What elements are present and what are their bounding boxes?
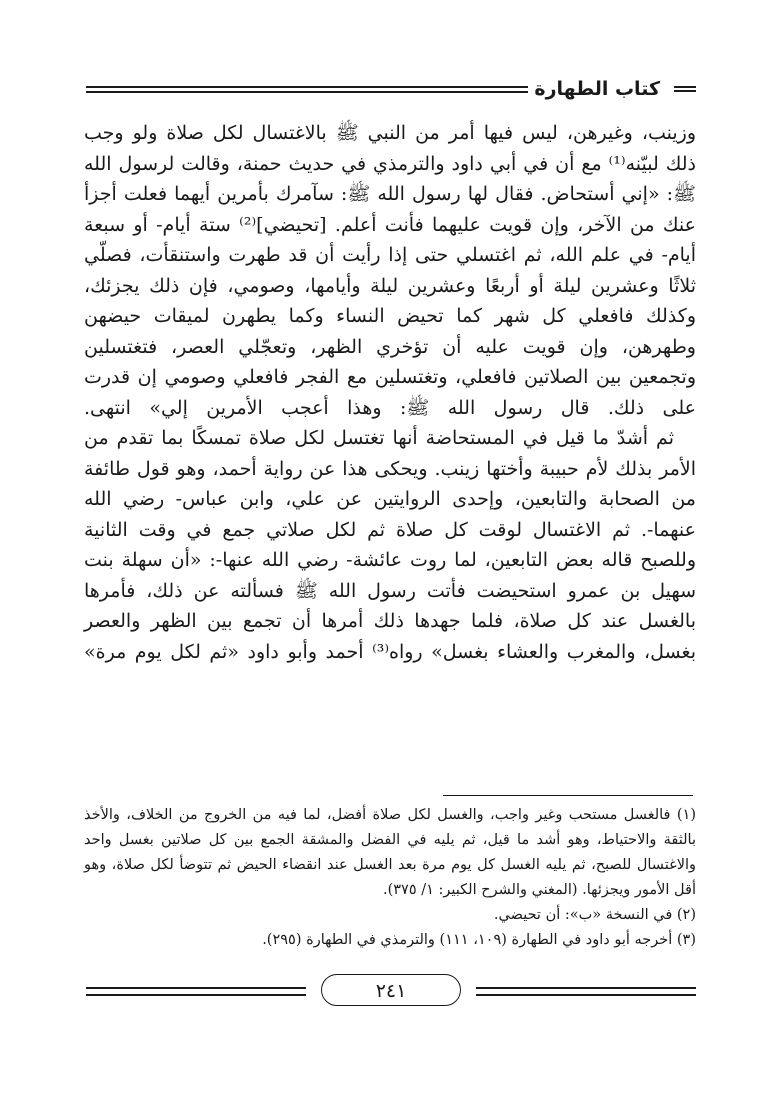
footnote: (٢) في النسخة «ب»: أن تحيضي. [493, 907, 696, 923]
header-double-rule [86, 86, 536, 93]
running-header [86, 78, 696, 104]
footnote-separator [443, 795, 693, 796]
footer-double-rule-left [86, 987, 306, 996]
footnotes [84, 803, 696, 953]
body-paragraph: وزينب، وغيرهن، ليس فيها أمر من النبي ﷺ بالاغتسال لكل صلاة ولو وجب ذلك لبيّنه⁽¹⁾ مع أن في أبي داود والترمذي في حديث حمنة، وقالت لرسول الله ﷺ: «إني أستحاض. فقال لها رسول الله ﷺ: سآمرك بأمرين أيهما فعلت أجزأ عنك من الآخر، وإن قويت عليهما فأنت أعلم. [تحيضي]⁽²⁾ ستة أيام- أو سبعة أيام- في علم الله، ثم اغتسلي حتى إذا رأيت أن قد طهرت واستنقأت، فصلّي ثلاثًا وعشرين ليلة أو أربعًا وعشرين ليلة وأيامها، وصومي، فإن ذلك يجزئك، وكذلك فافعلي كل شهر كما تحيض النساء وكما يطهرن لميقات حيضهن وطهرهن، وإن قويت عليه أن تؤخري الظهر، وتعجّلي العصر، فتغتسلين وتجمعين بين الصلاتين فافعلي، وتغتسلين مع الفجر فافعلي وصومي إن قدرت على ذلك. قال رسول الله ﷺ: وهذا أعجب الأمرين إلي» انتهى. [84, 122, 697, 419]
footnote: (٣) أخرجه أبو داود في الطهارة (١٠٩، ١١١) والترمذي في الطهارة (٢٩٥). [262, 932, 696, 948]
page-footer [86, 972, 696, 1012]
page-number: ٢٤١ [321, 974, 461, 1006]
body-paragraph: ثم أشدّ ما قيل في المستحاضة أنها تغتسل لكل صلاة تمسكًا بما تقدم من الأمر بذلك لأم حبيبة وأختها زينب. ويحكى هذا عن رواية أحمد، وهو قول طائفة من الصحابة والتابعين، وإحدى الروايتين عن علي، وابن عباس- رضي الله عنهما-. ثم الاغتسال لوقت كل صلاة ثم لكل صلاتي جمع في وقت الثانية وللصبح قاله بعض التابعين، لما روت عائشة- رضي الله عنها-: «أن سهلة بنت سهيل بن عمرو استحيضت فأتت رسول الله ﷺ فسألته عن ذلك، فأمرها بالغسل عند كل صلاة، فلما جهدها ذلك أمرها أن تجمع بين الظهر والعصر بغسل، والمغرب والعشاء بغسل» رواه⁽³⁾ أحمد وأبو داود «ثم لكل يوم مرة» [84, 427, 696, 663]
footer-double-rule-right [476, 987, 696, 996]
header-ornament-dash [674, 86, 696, 92]
footnote: (١) فالغسل مستحب وغير واجب، والغسل لكل صلاة أفضل، لما فيه من الخروج من الخلاف، والأخذ بالثقة والاحتياط، وهو أشد ما قيل، ثم يليه في الفضل والمشقة الجمع بين كل صلاتين بغسل واحد والاغتسال للصبح، ثم يليه الغسل كل يوم مرة بعد الغسل عند انقضاء الحيض ثم تتوضأ لكل صلاة، وهو أقل الأمور ويجزئها. (المغني والشرح الكبير: ١/ ٣٧٥). [84, 807, 696, 898]
main-text [84, 118, 696, 667]
running-header-title: كتاب الطهارة [528, 78, 666, 100]
